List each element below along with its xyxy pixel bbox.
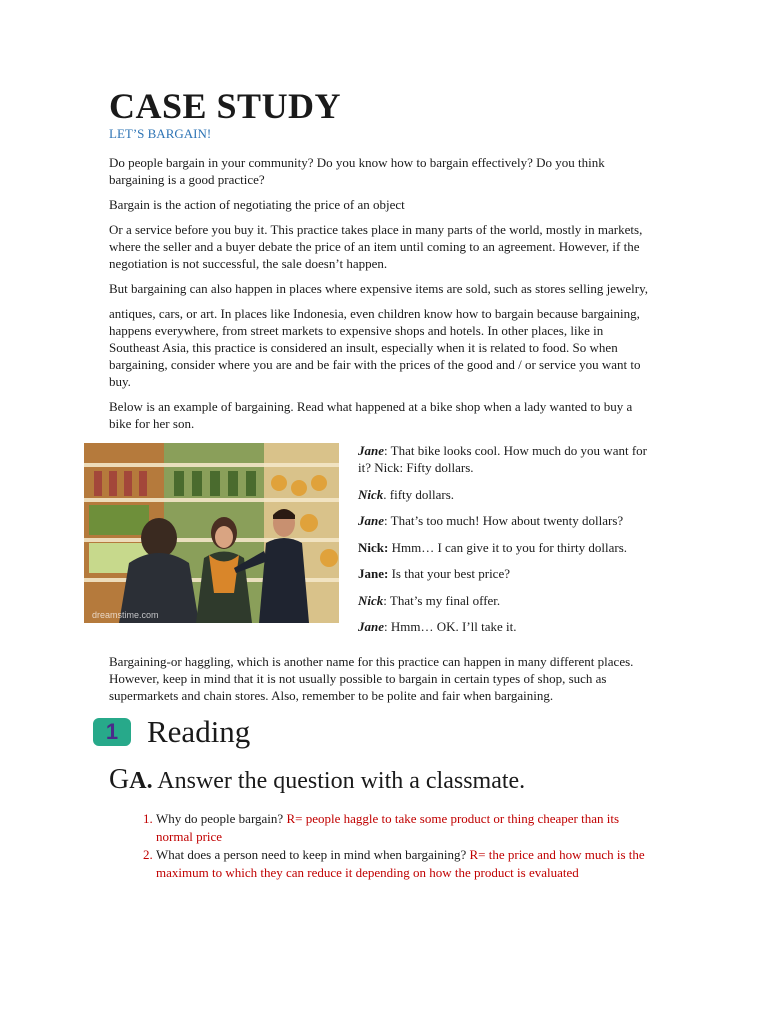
answer-text: R= the price and how much is the maximum to which they can reduce it depending on how the product is evaluated bbox=[156, 846, 645, 880]
paragraph-closing: Bargaining-or haggling, which is another name for this practice can happen in many different places. However, keep in mind that it is not usually possible to bargain in certain types of shop, such as supermarkets and chain stores. Also, remember to be polite and fair when bargaining. bbox=[109, 653, 634, 703]
dialog-line bbox=[358, 539, 654, 556]
exercise-letter-g: G bbox=[109, 763, 130, 795]
dialog-separator: : bbox=[383, 592, 390, 608]
dialog-speaker: Nick: bbox=[358, 539, 389, 555]
dialog-speaker: Jane: bbox=[358, 566, 389, 581]
dialog-separator: : bbox=[384, 443, 391, 458]
dialog-text: That’s my final offer. bbox=[389, 592, 501, 608]
dialog-text: fifty dollars. bbox=[389, 486, 455, 502]
dialog-speaker: Jane bbox=[358, 619, 384, 634]
dialog-text: Hmm… I can give it to you for thirty dollars. bbox=[391, 539, 627, 555]
dialog-line bbox=[358, 442, 654, 476]
dialog-line bbox=[358, 618, 654, 635]
dialog-text: That’s too much! How about twenty dollars? bbox=[390, 513, 624, 528]
exercise-heading bbox=[109, 764, 654, 796]
section-title: Reading bbox=[147, 713, 251, 749]
paragraph-indonesia: antiques, cars, or art. In places like Indonesia, even children know how to bargain because bargaining, happens everywhere, from street markets to expensive shops and hotels. In other places, like in Southeast Asia, this practice is considered an insult, especially when it is related to food. So when bargaining, consider where you are and be fair with the prices of the good and / or service you want to buy. bbox=[109, 306, 641, 389]
question-text: Why do people bargain? bbox=[156, 810, 287, 826]
answer-text: R= people haggle to take some product or thing cheaper than its normal price bbox=[156, 810, 620, 844]
dialog-line bbox=[358, 512, 654, 529]
dialog-speaker: Jane bbox=[358, 443, 384, 458]
dialog-section bbox=[84, 442, 654, 645]
page-title: CASE STUDY bbox=[109, 86, 342, 126]
document-page bbox=[92, 84, 654, 882]
exercise-letter-a: A. bbox=[129, 767, 153, 794]
list-item bbox=[156, 846, 654, 882]
page-subtitle: LET’S BARGAIN! bbox=[109, 126, 212, 141]
question-list bbox=[109, 810, 654, 882]
dialog-separator: . bbox=[383, 486, 390, 502]
dialog-text: Hmm… OK. I’ll take it. bbox=[390, 619, 517, 634]
exercise-instruction: Answer the question with a classmate. bbox=[157, 767, 526, 794]
dialog-line bbox=[358, 486, 654, 503]
dialog-separator: : bbox=[384, 619, 391, 634]
question-text: What does a person need to keep in mind when bargaining? bbox=[156, 846, 470, 862]
dialog-separator: : bbox=[384, 513, 391, 528]
dialog-speaker: Jane bbox=[358, 513, 384, 528]
paragraph-markets: Or a service before you buy it. This practice takes place in many parts of the world, mostly in markets, where the seller and a buyer debate the price of an item until coming to an agreement. However, if the negotiation is not successful, the sale doesn’t happen. bbox=[109, 222, 643, 271]
svg-text:dreamstime.com: dreamstime.com bbox=[92, 610, 159, 620]
dialog-line bbox=[358, 565, 654, 582]
dialog-text: That bike looks cool. How much do you want for it? Nick: Fifty dollars. bbox=[358, 443, 647, 475]
paragraph-example-intro: Below is an example of bargaining. Read what happened at a bike shop when a lady wanted to buy a bike for her son. bbox=[109, 399, 633, 431]
dialog bbox=[358, 442, 654, 645]
section-number-badge: 1 bbox=[93, 718, 131, 746]
dialog-text: Is that your best price? bbox=[391, 566, 510, 581]
paragraph-intro: Do people bargain in your community? Do you know how to bargain effectively? Do you think bargaining is a good practice? bbox=[109, 155, 605, 187]
dialog-line bbox=[358, 592, 654, 609]
dialog-speaker: Nick bbox=[358, 592, 384, 608]
paragraph-expensive-items: But bargaining can also happen in places where expensive items are sold, such as stores selling jewelry, bbox=[109, 281, 648, 296]
section-header bbox=[93, 714, 654, 750]
dialog-speaker: Nick bbox=[358, 486, 384, 502]
market-bargaining-photo bbox=[84, 443, 339, 623]
list-item bbox=[156, 810, 654, 846]
paragraph-definition: Bargain is the action of negotiating the price of an object bbox=[109, 197, 405, 212]
